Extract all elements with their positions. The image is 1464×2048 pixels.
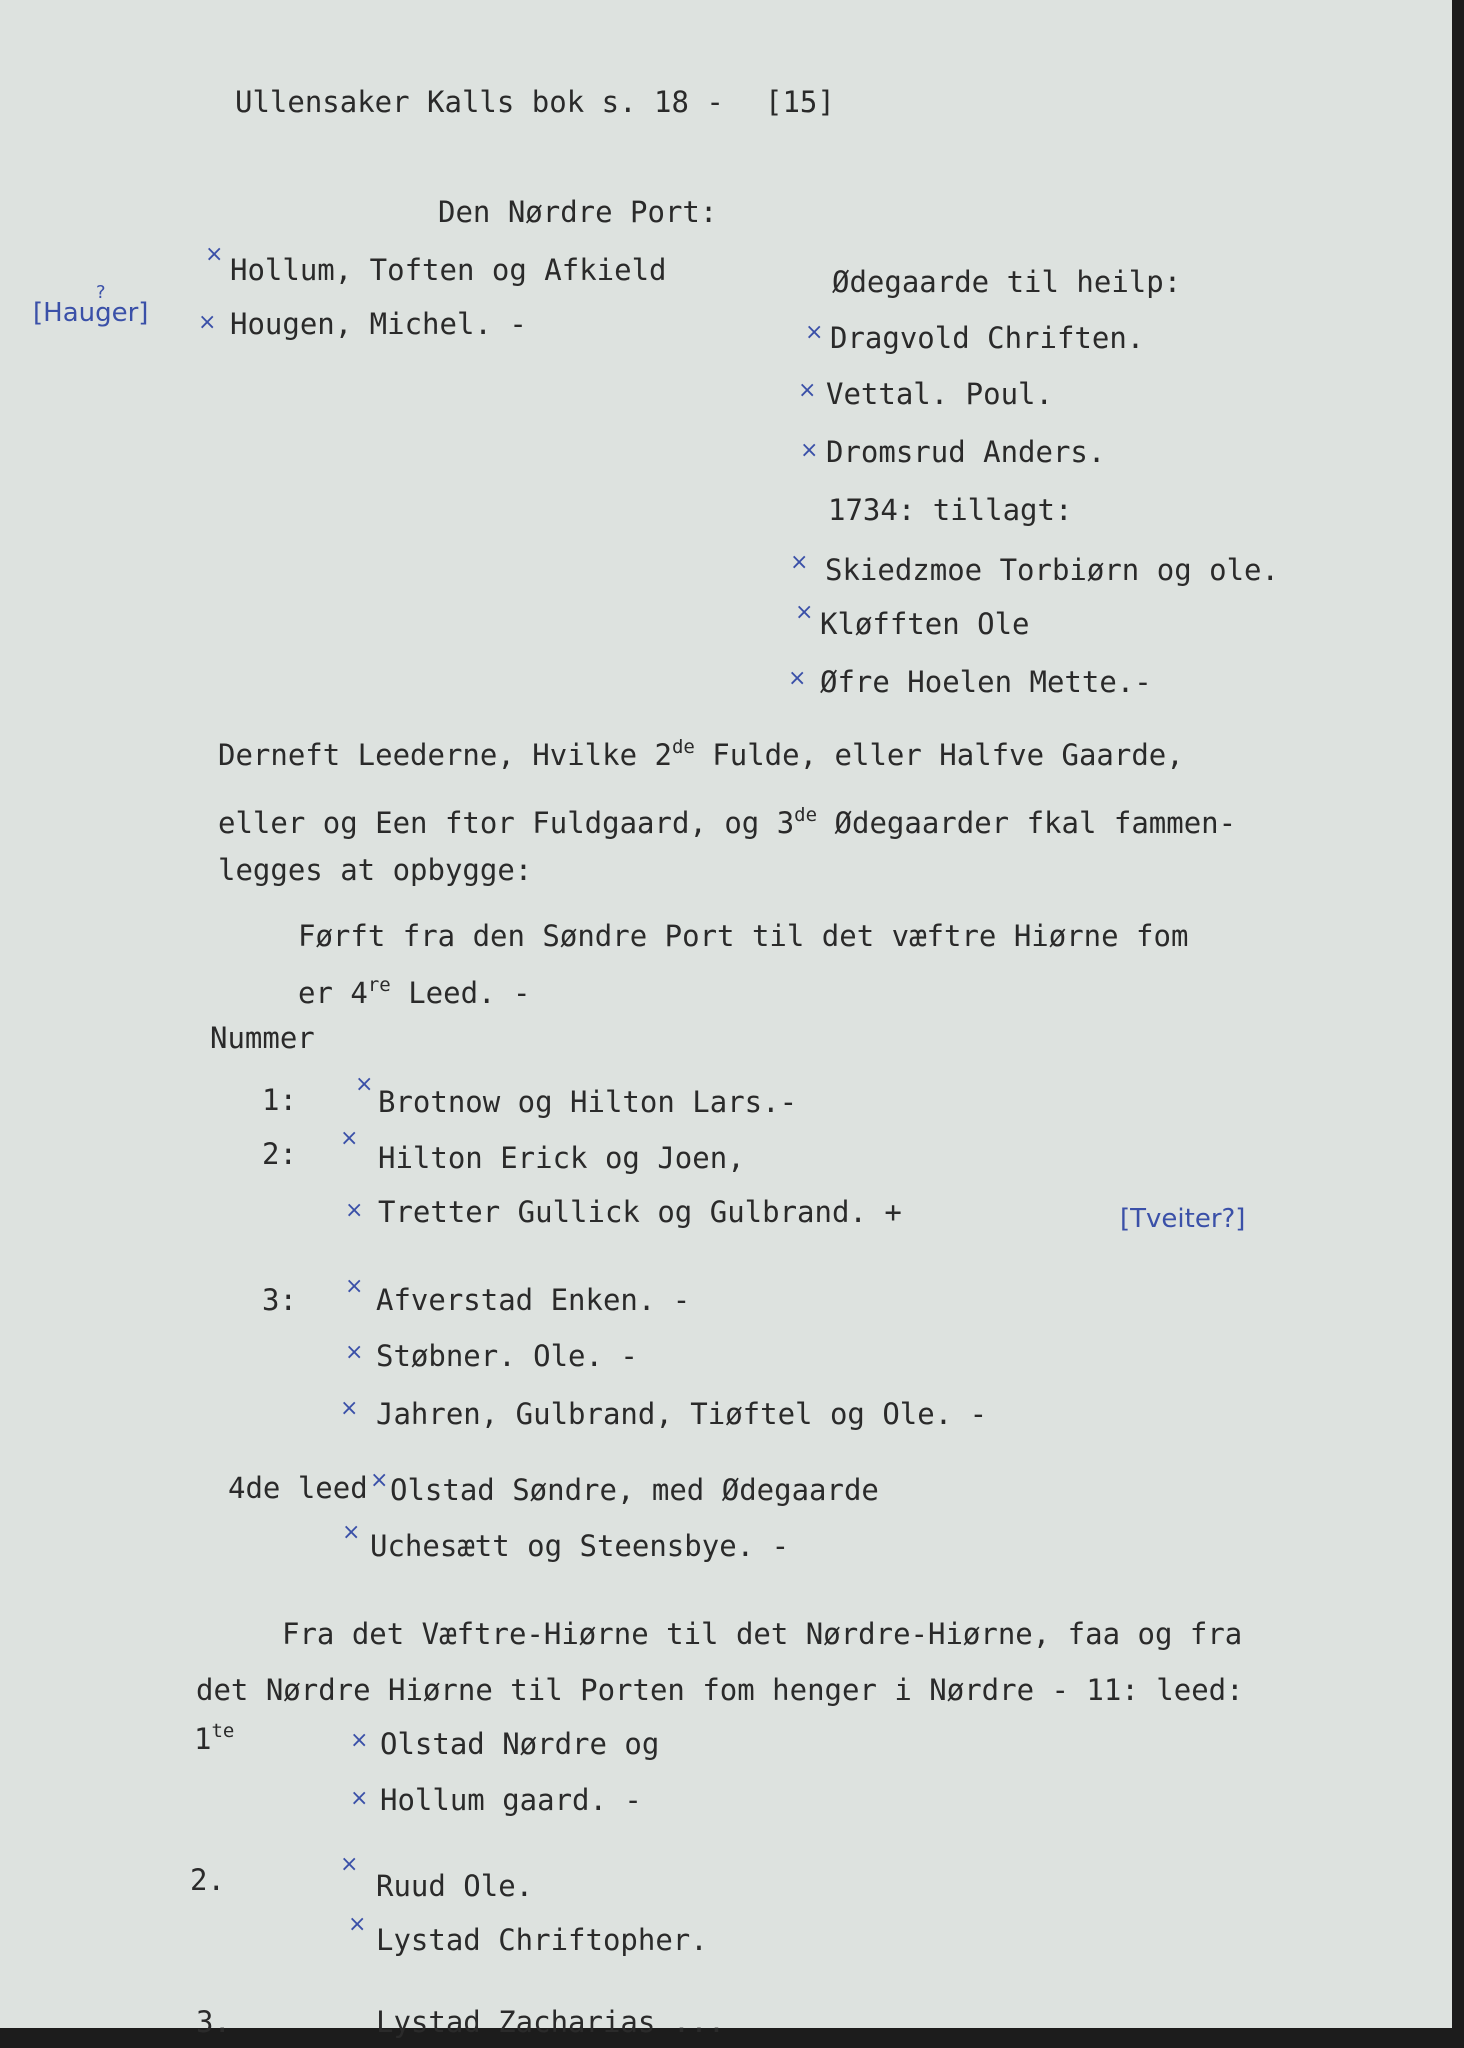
tick-mark-icon: × [345, 1198, 364, 1223]
section-intro: Fra det Væftre-Hiørne til det Nørdre-Hiørne, faa og fra [282, 1617, 1243, 1651]
farm-line: Olstad Nørdre og [380, 1727, 660, 1761]
farm-line: Vettal. Poul. [826, 377, 1053, 411]
tick-mark-icon: × [198, 310, 217, 335]
tick-mark-icon: × [340, 1126, 359, 1151]
tick-mark-icon: × [798, 378, 817, 403]
farm-line: Hougen, Michel. - [230, 307, 527, 341]
tick-mark-icon: × [348, 1912, 367, 1937]
tick-mark-icon: × [795, 600, 814, 625]
tick-mark-icon: × [205, 242, 224, 267]
margin-query: ? [96, 282, 106, 303]
subheading: 1734: tillagt: [828, 493, 1073, 527]
paragraph-line: eller og Een ftor Fuldgaard, og 3de Ødegaarder fkal fammen- [218, 804, 1237, 840]
farm-line: Støbner. Ole. - [376, 1339, 638, 1373]
tick-mark-icon: × [345, 1340, 364, 1365]
section-intro: er 4re Leed. - [298, 974, 531, 1010]
farm-line: Dromsrud Anders. [826, 435, 1106, 469]
farm-line: Jahren, Gulbrand, Tiøftel og Ole. - [376, 1397, 988, 1431]
tick-mark-icon: × [350, 1728, 369, 1753]
farm-line: Brotnow og Hilton Lars.- [378, 1085, 798, 1119]
tick-mark-icon: × [355, 1072, 374, 1097]
item-number: 2: [262, 1137, 297, 1171]
tick-mark-icon: × [800, 438, 819, 463]
section-heading: Den Nørdre Port: [438, 195, 718, 229]
farm-line: Hollum, Toften og Afkield [230, 253, 667, 287]
farm-line: Tretter Gullick og Gulbrand. + [378, 1195, 902, 1229]
farm-line: Lystad Zacharias ... [376, 2005, 726, 2039]
tick-mark-icon: × [340, 1852, 359, 1877]
farm-line: Olstad Søndre, med Ødegaarde [390, 1473, 879, 1507]
margin-note: [Hauger] [33, 298, 149, 328]
farm-line: Lystad Chriftopher. [376, 1923, 708, 1957]
farm-line: Ruud Ole. [376, 1869, 534, 1903]
item-number: 3. [196, 2005, 231, 2039]
section-intro: det Nørdre Hiørne til Porten fom henger i Nørdre - 11: leed: [196, 1673, 1244, 1707]
farm-line: Kløfften Ole [820, 607, 1030, 641]
farm-line: Uchesætt og Steensbye. - [370, 1529, 790, 1563]
tick-mark-icon: × [790, 550, 809, 575]
page-reference: [15] [765, 85, 835, 119]
farm-line: Dragvold Chriften. [830, 321, 1145, 355]
tick-mark-icon: × [370, 1468, 389, 1493]
farm-line: Skiedzmoe Torbiørn og ole. [825, 553, 1279, 587]
item-number: 1: [262, 1083, 297, 1117]
paragraph-line: Derneft Leederne, Hvilke 2de Fulde, eller Halfve Gaarde, [218, 736, 1184, 772]
paragraph-line: legges at opbygge: [218, 853, 533, 887]
tick-mark-icon: × [340, 1396, 359, 1421]
tick-mark-icon: × [788, 666, 807, 691]
item-number: $1^{te}$ [194, 1720, 235, 1756]
handwritten-note: [Tveiter?] [1120, 1204, 1246, 1234]
item-number: 2. [190, 1863, 225, 1897]
farm-line: Hilton Erick og Joen, [378, 1141, 745, 1175]
numbers-heading: Nummer [210, 1021, 315, 1055]
subheading: Ødegaarde til heilp: [832, 265, 1182, 299]
farm-line: Øfre Hoelen Mette.- [820, 665, 1152, 699]
tick-mark-icon: × [350, 1786, 369, 1811]
tick-mark-icon: × [342, 1520, 361, 1545]
tick-mark-icon: × [805, 320, 824, 345]
section-intro: Førft fra den Søndre Port til det væftre Hiørne fom [298, 919, 1189, 953]
source-reference: Ullensaker Kalls bok s. 18 - [235, 85, 724, 119]
item-number: 3: [262, 1283, 297, 1317]
item-number: 4de leed [228, 1471, 368, 1505]
tick-mark-icon: × [345, 1274, 364, 1299]
farm-line: Afverstad Enken. - [376, 1283, 691, 1317]
farm-line: Hollum gaard. - [380, 1783, 642, 1817]
